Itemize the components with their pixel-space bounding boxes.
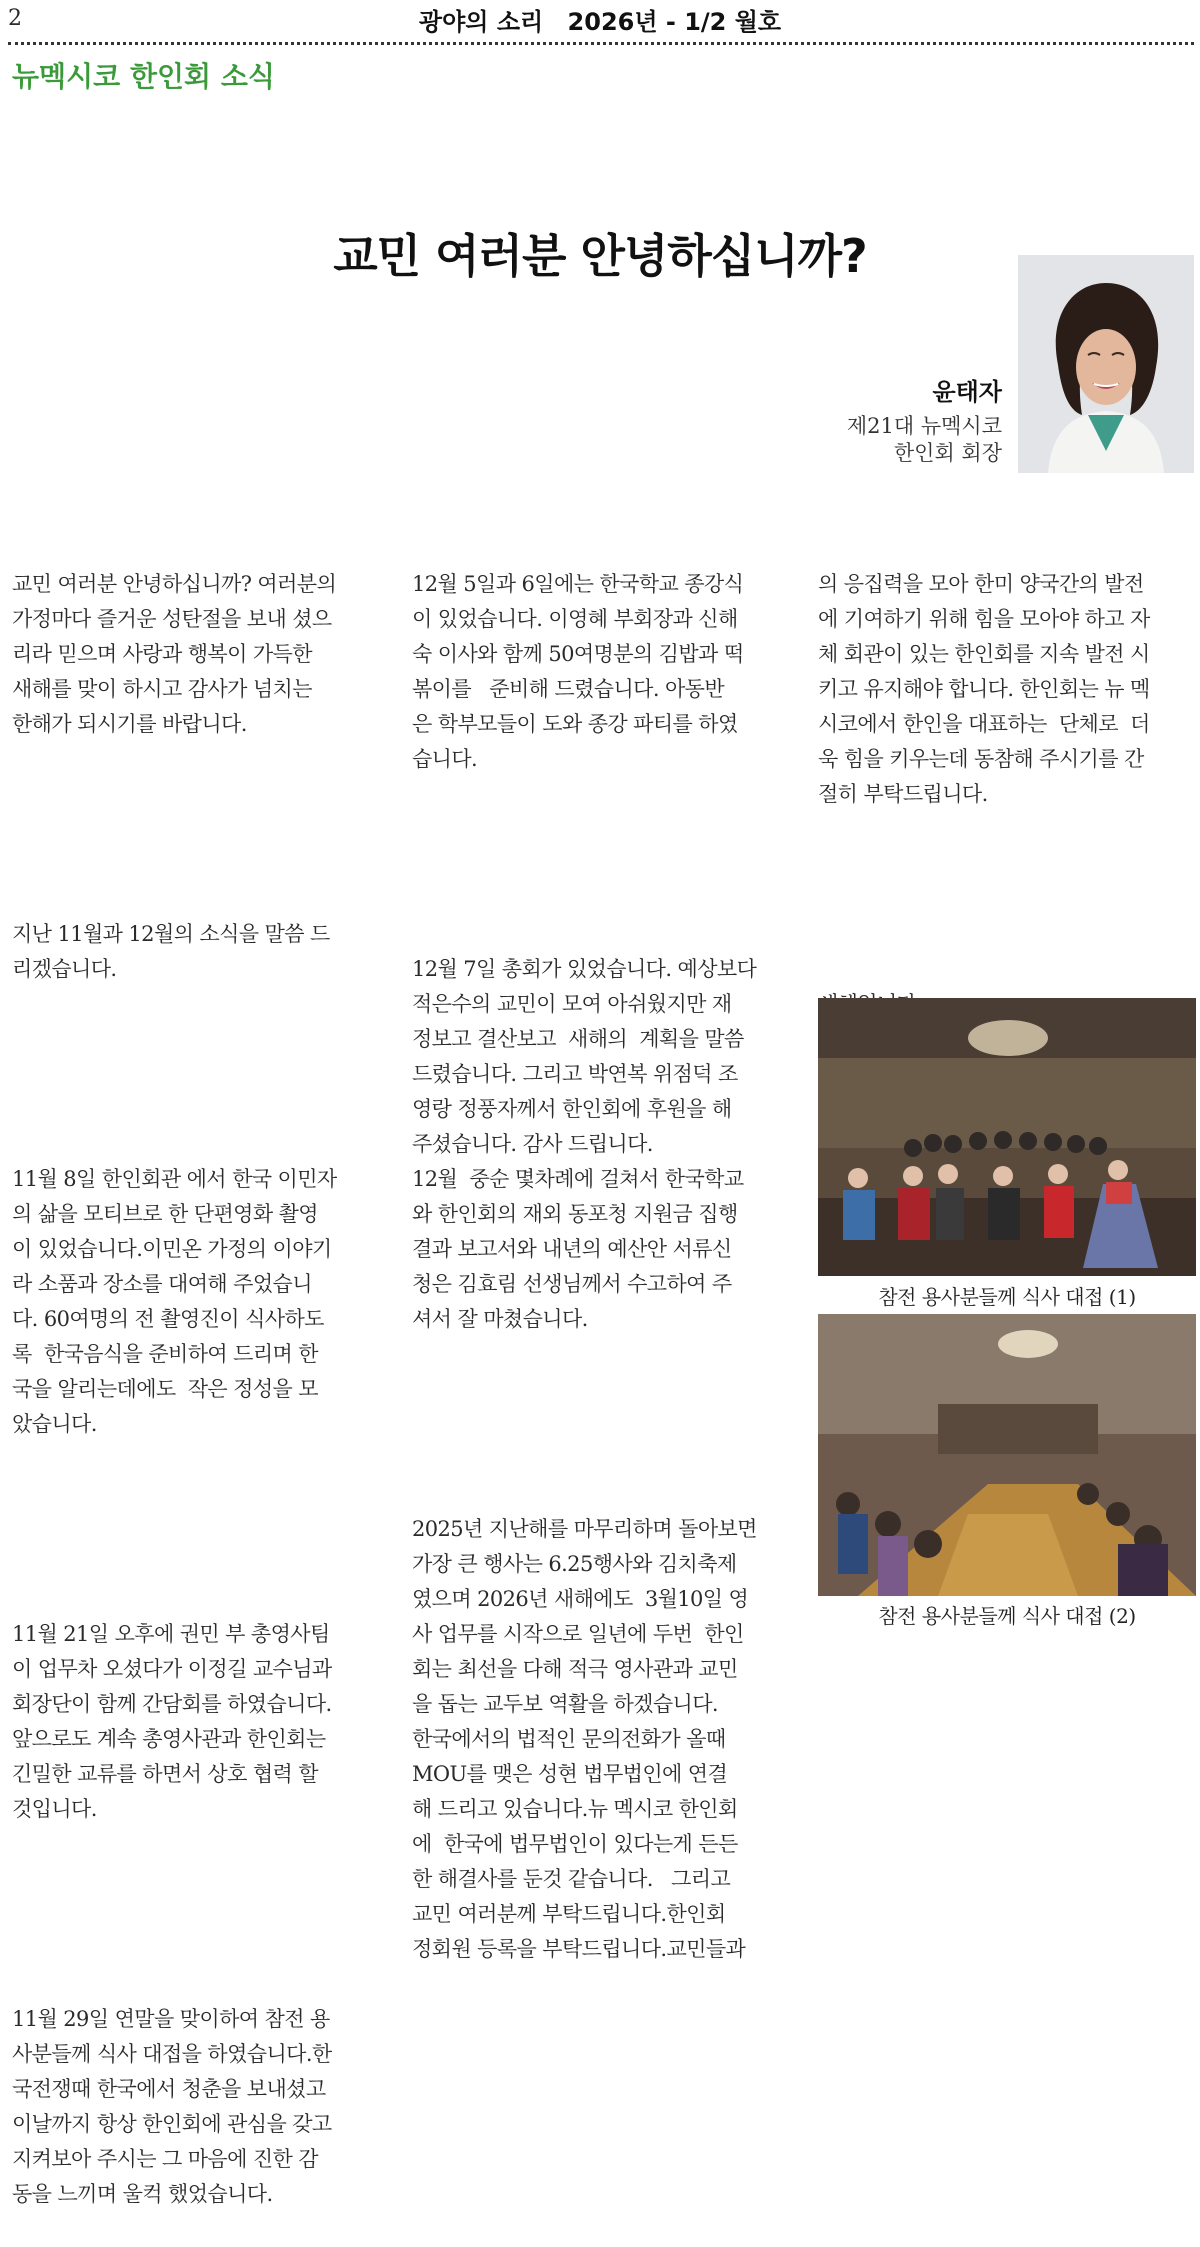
photo-caption-2: 참전 용사분들께 식사 대접 (2) xyxy=(878,1604,1136,1628)
photo-caption-1: 참전 용사분들께 식사 대접 (1) xyxy=(878,1285,1136,1309)
paragraph: 12월 7일 총회가 있었습니다. 예상보다 적은수의 교민이 모여 아쉬웠지만 재 정보고 결산보고 새해의 계획을 말씀 드렸습니다. 그리고 박연복 위점덕 조 영랑 정풍자께서 한인회에 후원을 해 주셨습니다. 감사 드립니다. 12월 중순 몇차례에 걸쳐서 한국학교 와 한인회의 재외 동포청 지원금 집행 결과 보고서와 내년의 예산안 서류신 청은 김효림 선생님께서 수고하여 주 셔서 잘 마쳤습니다. xyxy=(412,957,757,1331)
paragraph: 12월 5일과 6일에는 한국학교 종강식 이 있었습니다. 이영혜 부회장과 신해 숙 이사와 함께 50여명분의 김밥과 떡 볶이를 준비해 드렸습니다. 아동반 은 학부모들이 도와 종강 파티를 하였 습니다. xyxy=(412,572,744,771)
issue-date: 2026년 - 1/2 월호 xyxy=(567,8,782,36)
author-portrait xyxy=(1018,255,1194,473)
paragraph: 지난 11월과 12월의 소식을 말씀 드 리겠습니다. xyxy=(12,922,330,981)
paragraph: 11월 8일 한인회관 에서 한국 이민자 의 삶을 모티브로 한 단편영화 촬영 이 있었습니다.이민온 가정의 이야기 라 소품과 장소를 대여해 주었습니 다. 60여명의 전 촬영진이 식사하도 록 한국음식을 준비하여 드리며 한 국을 알리는데에도 작은 정성을 모 았습니다. xyxy=(12,1167,337,1436)
section-title: 뉴멕시코 한인회 소식 xyxy=(12,60,275,93)
paragraph: 2025년 지난해를 마무리하며 돌아보면 가장 큰 행사는 6.25행사와 김치축제 였으며 2026년 새해에도 3월10일 영 사 업무를 시작으로 일년에 두번 한인 회는 최선을 다해 적극 영사관과 교민 을 돕는 교두보 역활을 하겠습니다. 한국에서의 법적인 문의전화가 올때 MOU를 맺은 성현 법무법인에 연결 해 드리고 있습니다.뉴 멕시코 한인회 에 한국에 법무법인이 있다는게 든든 한 해결사를 둔것 같습니다. 그리고 교민 여러분께 부탁드립니다.한인회 정회원 등록을 부탁드립니다.교민들과 xyxy=(412,1517,757,1961)
author-title-line1: 제21대 뉴멕시코 xyxy=(846,414,1002,438)
article-column-2 xyxy=(412,497,802,2002)
author-title-line2: 한인회 회장 xyxy=(893,441,1002,465)
paragraph: 11월 29일 연말을 맞이하여 참전 용 사분들께 식사 대접을 하였습니다.한 국전쟁때 한국에서 청춘을 보내셨고 이날까지 항상 한인회에 관심을 갖고 지켜보아 주시는 그 마음에 진한 감 동을 느끼며 울컥 했었습니다. xyxy=(12,2007,332,2206)
header-divider xyxy=(8,42,1194,45)
publication-name: 광야의 소리 xyxy=(418,8,544,36)
article-column-1 xyxy=(12,497,392,2247)
running-header xyxy=(0,2,1200,37)
paragraph: 교민 여러분 안녕하십니까? 여러분의 가정마다 즐거운 성탄절을 보내 셨으 리라 믿으며 사랑과 행복이 가득한 새해를 맞이 하시고 감사가 넘치는 한해가 되시기를 바랍니다. xyxy=(12,572,337,736)
paragraph: 의 응집력을 모아 한미 양국간의 발전 에 기여하기 위해 힘을 모아야 하고 자 체 회관이 있는 한인회를 지속 발전 시 키고 유지해야 합니다. 한인회는 뉴 멕 시코에서 한인을 대표하는 단체로 더 욱 힘을 키우는데 동참해 주시기를 간 절히 부탁드립니다. xyxy=(818,572,1150,806)
author-block xyxy=(847,372,1002,467)
page-number: 2 xyxy=(8,6,22,31)
article-headline: 교민 여러분 안녕하십니까? xyxy=(333,229,867,283)
author-name: 윤태자 xyxy=(932,378,1002,406)
paragraph: 11월 21일 오후에 권민 부 총영사팀 이 업무차 오셨다가 이정길 교수님과 회장단이 함께 간담회를 하였습니다. 앞으로도 계속 총영사관과 한인회는 긴밀한 교류를 하면서 상호 협력 할 것입니다. xyxy=(12,1622,332,1821)
event-photo-1 xyxy=(818,998,1196,1276)
event-photo-2 xyxy=(818,1314,1196,1596)
